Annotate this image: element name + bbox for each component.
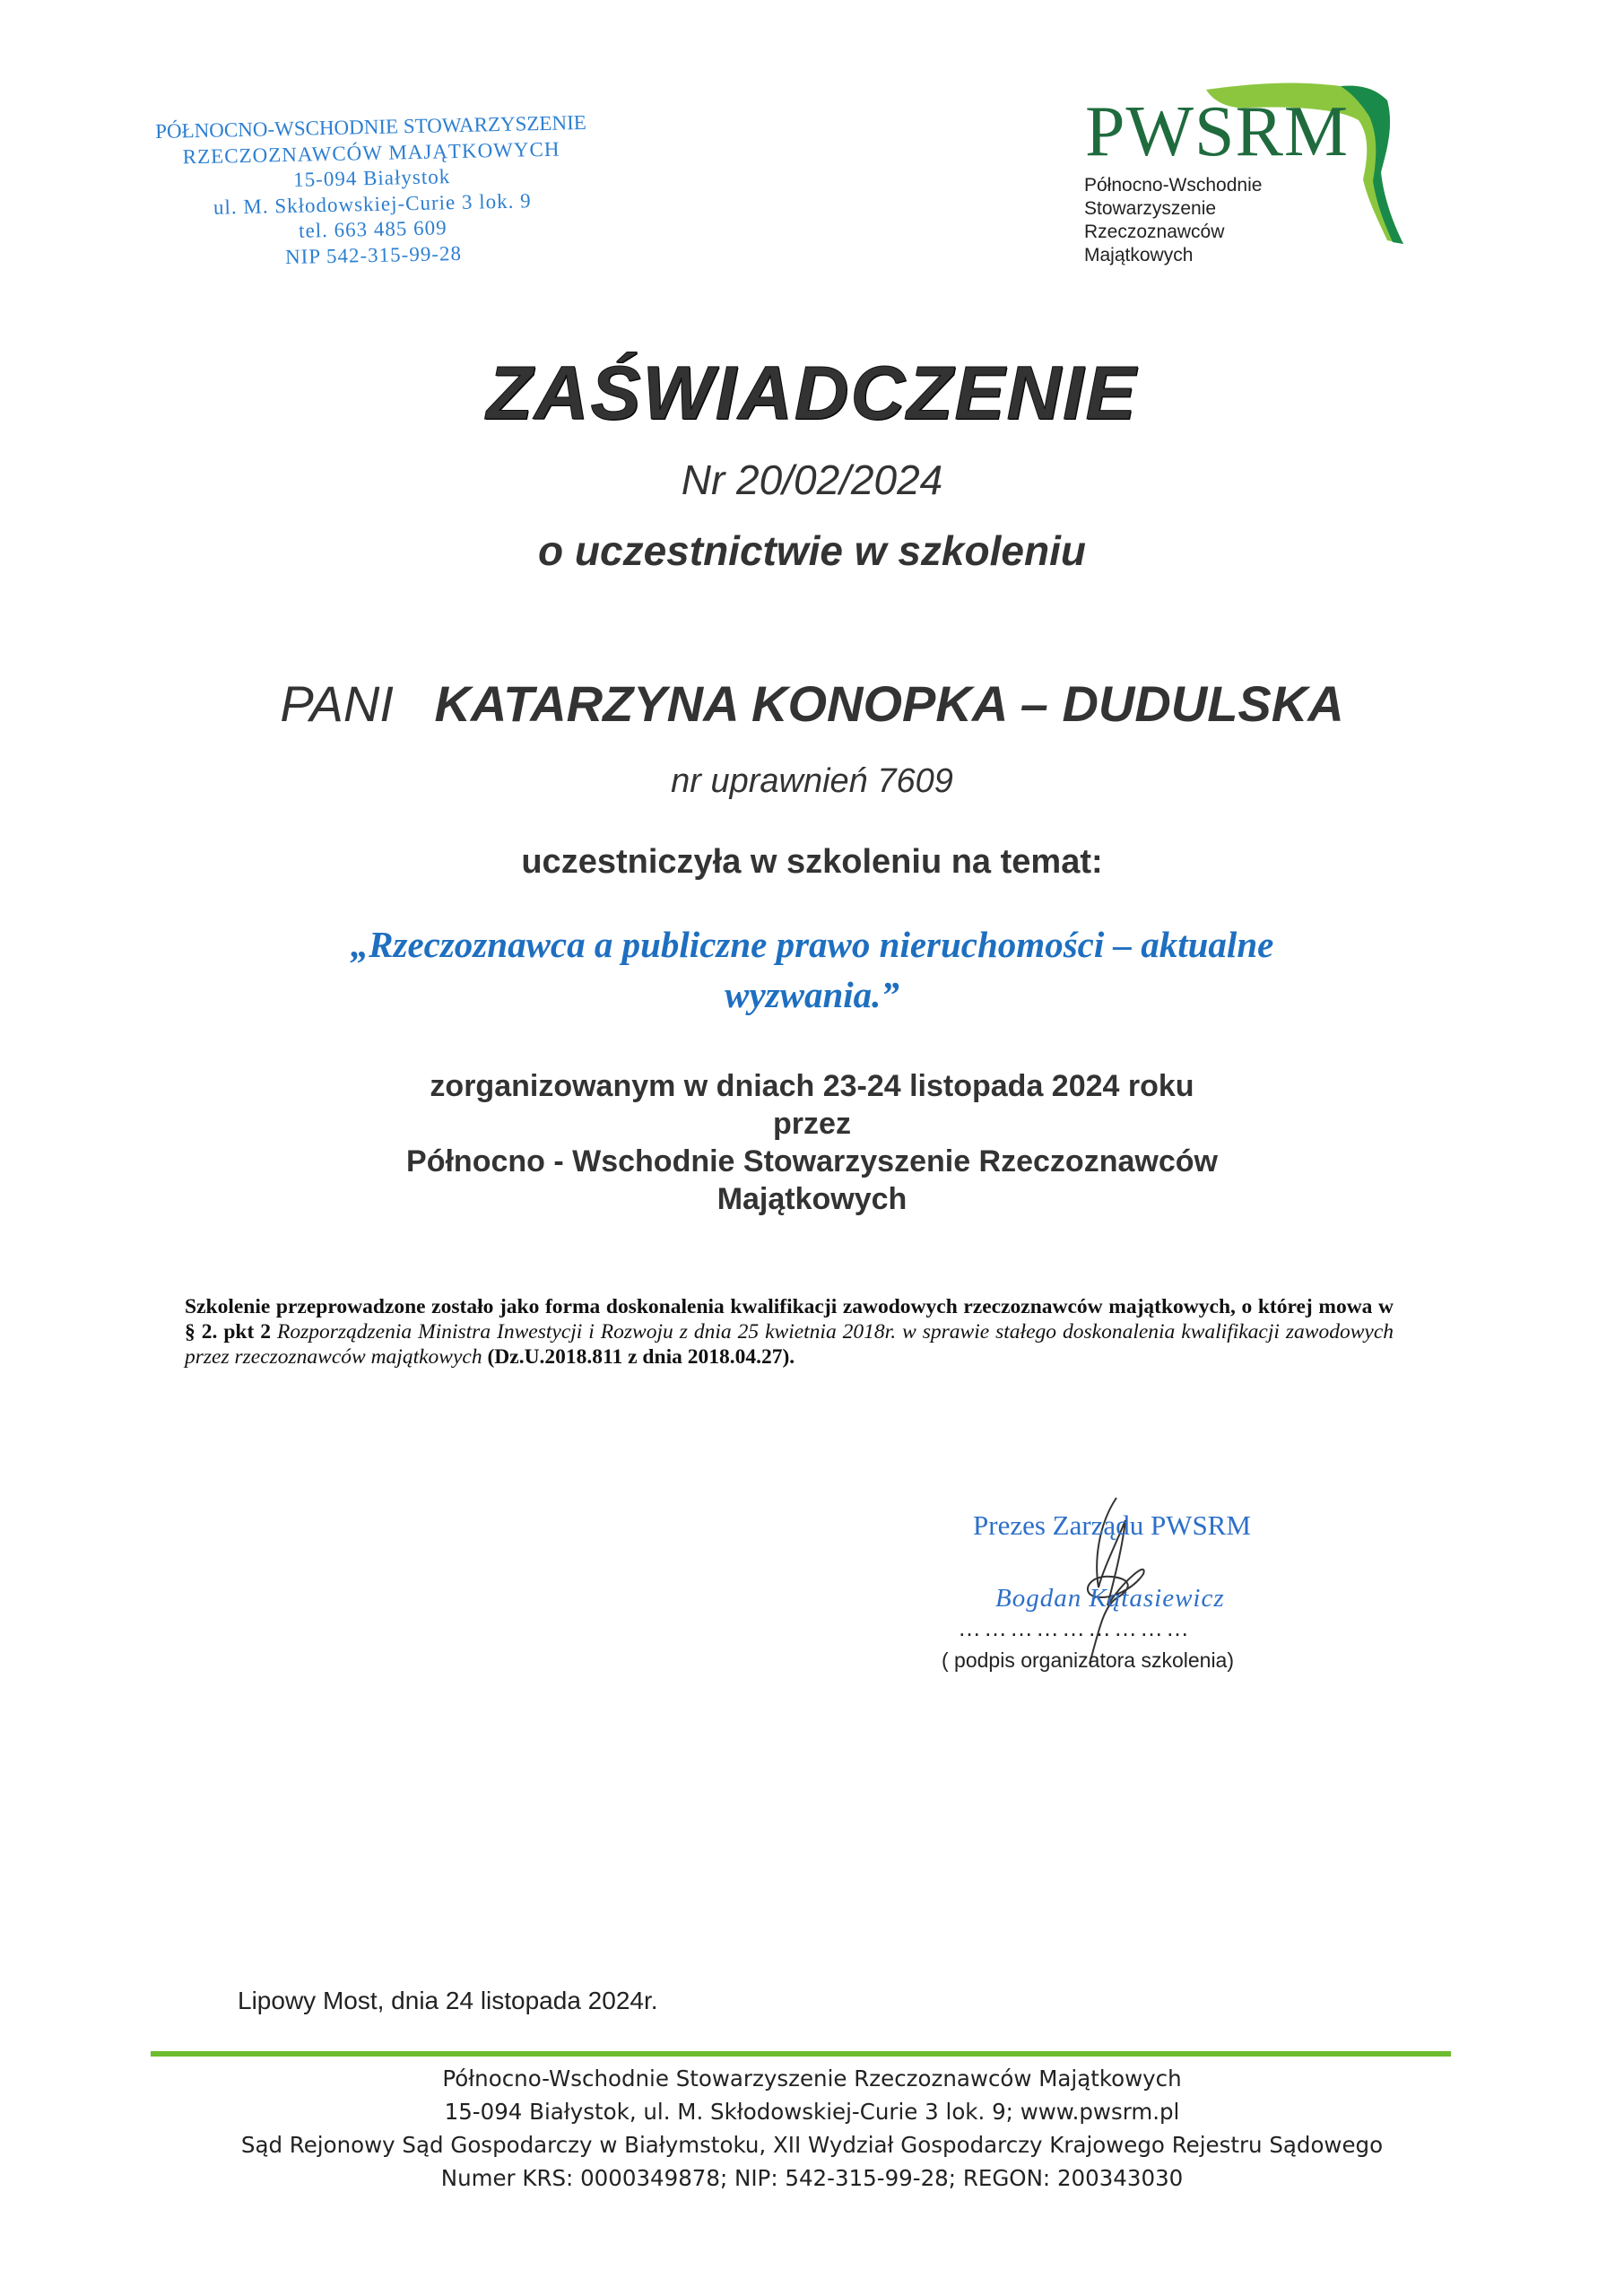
- stamp-line: ul. M. Skłodowskiej-Curie 3 lok. 9: [213, 188, 532, 219]
- license-number: nr uprawnień 7609: [671, 762, 953, 800]
- logo-subtitle: [1084, 174, 1262, 267]
- topic-line: „Rzeczoznawca a publiczne prawo nieruchomości – aktualne: [350, 924, 1274, 965]
- footer-line: Północno-Wschodnie Stowarzyszenie Rzeczoznawców Majątkowych: [442, 2066, 1182, 2092]
- legal-text-end: (Dz.U.2018.811 z dnia 2018.04.27).: [482, 1345, 795, 1369]
- organized-line: zorganizowanym w dniach 23-24 listopada 2024 roku: [430, 1069, 1194, 1103]
- legal-text: Szkolenie przeprowadzone zostało jako forma doskonalenia kwalifikacji zawodowych rzeczoznawców majątkowych, o której mowa w § 2. pkt 2: [185, 1295, 1394, 1344]
- footer-line: 15-094 Białystok, ul. M. Skłodowskiej-Curie 3 lok. 9; www.pwsrm.pl: [444, 2099, 1180, 2125]
- footer-divider: [151, 2051, 1451, 2057]
- organization-info: [0, 1067, 1624, 1218]
- certificate-subtitle: o uczestnictwie w szkoleniu: [538, 527, 1086, 574]
- training-topic: [224, 919, 1400, 1020]
- signature-line: ………………………: [958, 1614, 1192, 1641]
- participant: [0, 674, 1624, 733]
- place-date: Lipowy Most, dnia 24 listopada 2024r.: [238, 1987, 658, 2014]
- legal-basis-paragraph: [185, 1294, 1394, 1370]
- legal-regulation: Rozporządzenia Ministra Inwestycji i Rozwoju z dnia 25 kwietnia 2018r. w sprawie stałego doskonalenia kwalifikacji zawodowych przez rzeczoznawców majątkowych: [185, 1320, 1394, 1369]
- signature-caption: ( podpis organizatora szkolenia): [942, 1648, 1235, 1672]
- logo-line: Północno-Wschodnie: [1084, 175, 1263, 196]
- signature-title: Prezes Zarządu PWSRM: [973, 1509, 1251, 1541]
- footer-line: Numer KRS: 0000349878; NIP: 542-315-99-28; REGON: 200343030: [440, 2165, 1184, 2191]
- organized-line: Majątkowych: [716, 1182, 908, 1216]
- topic-line: wyzwania.”: [725, 974, 899, 1015]
- certificate-title: ZAŚWIADCZENIE: [486, 351, 1138, 435]
- footer-line: Sąd Rejonowy Sąd Gospodarczy w Białymstoku, XII Wydział Gospodarczy Krajowego Rejestru Sądowego: [240, 2132, 1384, 2158]
- stamp-line: PÓŁNOCNO-WSCHODNIE STOWARZYSZENIE: [154, 110, 587, 144]
- participation-statement: uczestniczyła w szkoleniu na temat:: [521, 843, 1103, 881]
- stamp-line: tel. 663 485 609: [298, 216, 447, 242]
- participant-name: KATARZYNA KONOPKA – DUDULSKA: [434, 675, 1344, 732]
- pwsrm-logo: [1072, 74, 1412, 265]
- stamp-line: NIP 542-315-99-28: [284, 241, 463, 268]
- logo-brand: PWSRM: [1085, 92, 1349, 171]
- certificate-number: Nr 20/02/2024: [681, 457, 943, 503]
- organized-line: Północno - Wschodnie Stowarzyszenie Rzeczoznawców: [406, 1144, 1218, 1178]
- logo-line: Majątkowych: [1084, 245, 1194, 265]
- stamp-line: 15-094 Białystok: [292, 165, 451, 191]
- participant-honorific: PANI: [280, 675, 394, 732]
- organized-line: przez: [773, 1107, 851, 1141]
- stamp-line: RZECZOZNAWCÓW MAJĄTKOWYCH: [182, 137, 560, 168]
- logo-line: Stowarzyszenie: [1084, 198, 1217, 219]
- footer: [0, 2062, 1624, 2195]
- signature-name: Bogdan Kątasiewicz: [995, 1584, 1225, 1613]
- organization-stamp: [133, 109, 611, 273]
- logo-line: Rzeczoznawców: [1084, 222, 1225, 242]
